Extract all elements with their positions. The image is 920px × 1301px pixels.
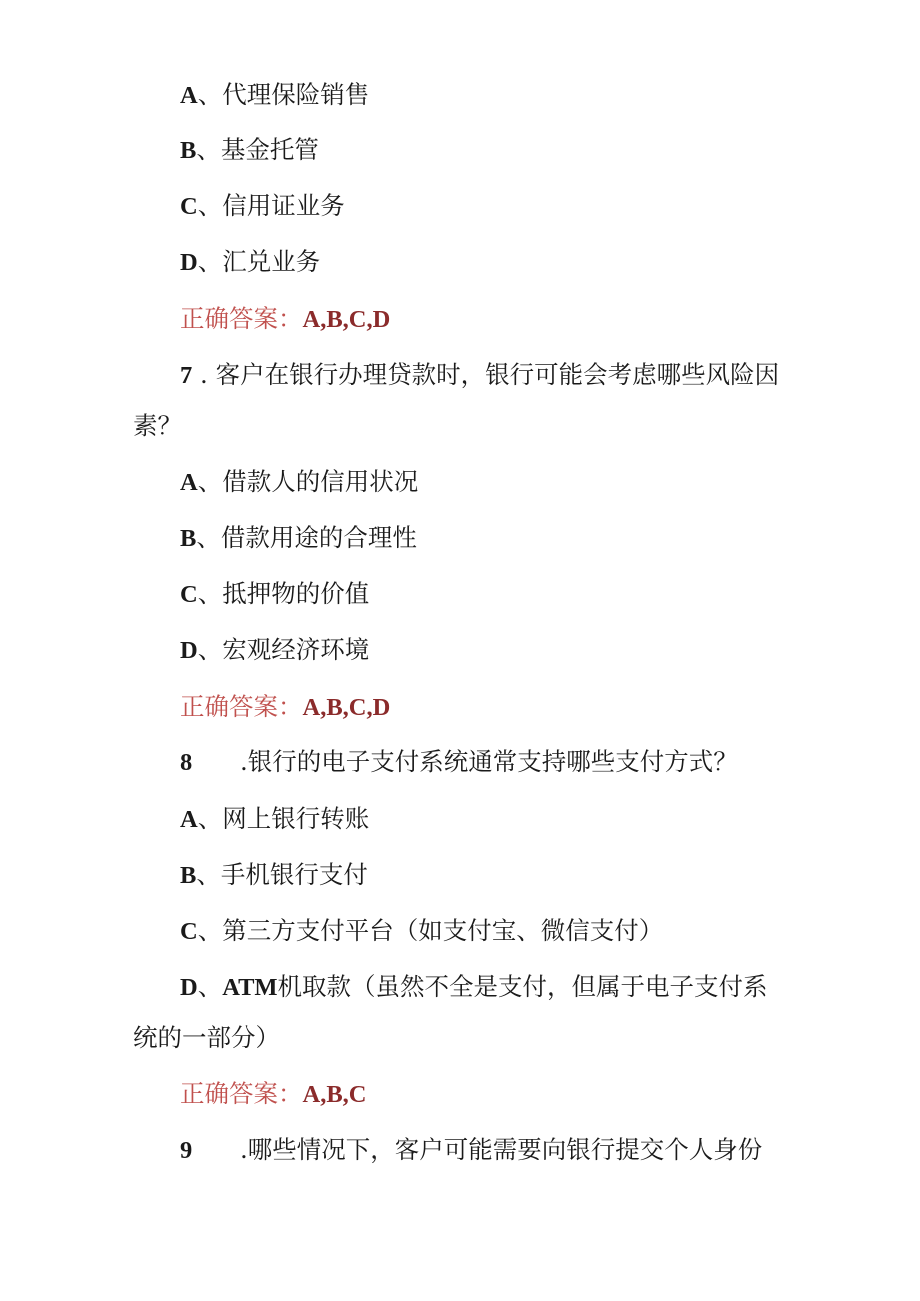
question-8-stem <box>180 746 192 779</box>
option-c <box>180 190 345 223</box>
answer-value: A,B,C <box>302 1081 367 1108</box>
question-9-text <box>240 1134 762 1166</box>
option-letter: D <box>180 249 198 276</box>
option-separator: 、 <box>197 972 223 1001</box>
option-text: 机取款（虽然不全是支付，但属于电子支付系 <box>277 972 768 1001</box>
option-letter: B <box>180 137 197 164</box>
option-separator: 、 <box>197 191 223 220</box>
option-text: 网上银行转账 <box>222 804 370 833</box>
option-a <box>180 466 418 499</box>
answer-value: A,B,C,D <box>302 306 391 333</box>
answer-line <box>180 1078 366 1111</box>
answer-label: 正确答案： <box>180 692 303 721</box>
question-9-stem <box>180 1134 192 1167</box>
option-a <box>180 803 369 836</box>
option-separator: 、 <box>196 135 221 164</box>
question-number: 7 <box>180 362 193 389</box>
option-separator: 、 <box>197 467 223 496</box>
option-text: 借款人的信用状况 <box>222 467 419 496</box>
option-letter: B <box>180 862 197 889</box>
option-text: 第三方支付平台（如支付宝、微信支付） <box>222 916 664 945</box>
option-separator: 、 <box>197 804 223 833</box>
option-b <box>180 134 319 167</box>
question-8-text <box>240 746 738 778</box>
question-number: 8 <box>180 749 193 776</box>
question-number: 9 <box>180 1137 193 1164</box>
option-text: 抵押物的价值 <box>222 579 370 608</box>
question-7-stem-continued <box>133 410 182 442</box>
option-a <box>180 79 369 112</box>
option-text: 借款用途的合理性 <box>220 523 417 552</box>
option-text: 手机银行支付 <box>220 860 368 889</box>
option-separator: 、 <box>196 860 221 889</box>
option-b <box>180 859 368 892</box>
option-separator: 、 <box>197 579 223 608</box>
option-separator: 、 <box>197 916 223 945</box>
option-letter: D <box>180 974 198 1001</box>
option-letter: C <box>180 581 198 608</box>
option-letter: B <box>180 525 197 552</box>
option-text-atm: ATM <box>222 974 278 1001</box>
option-separator: 、 <box>196 523 221 552</box>
option-text: 统的一部分） <box>133 1023 280 1052</box>
option-letter: D <box>180 637 198 664</box>
option-text: 信用证业务 <box>222 191 345 220</box>
option-separator: 、 <box>197 80 223 109</box>
option-text: 汇兑业务 <box>222 247 321 276</box>
option-letter: C <box>180 193 198 220</box>
option-letter: C <box>180 918 198 945</box>
answer-label: 正确答案： <box>180 1079 303 1108</box>
option-text: 基金托管 <box>220 135 319 164</box>
option-c <box>180 578 369 611</box>
answer-label: 正确答案： <box>180 304 303 333</box>
answer-line <box>180 303 390 336</box>
option-letter: A <box>180 82 198 109</box>
option-d <box>180 971 768 1004</box>
question-text: 素？ <box>133 411 182 440</box>
question-7-stem <box>180 359 779 392</box>
answer-value: A,B,C,D <box>302 694 391 721</box>
answer-line <box>180 691 390 724</box>
option-separator: 、 <box>197 635 223 664</box>
option-b <box>180 522 417 555</box>
question-text: .银行的电子支付系统通常支持哪些支付方式？ <box>240 747 738 776</box>
option-d <box>180 634 369 667</box>
question-text: . 客户在银行办理贷款时，银行可能会考虑哪些风险因 <box>192 360 780 389</box>
option-letter: A <box>180 469 198 496</box>
option-d <box>180 246 320 279</box>
option-text: 代理保险销售 <box>222 80 370 109</box>
option-letter: A <box>180 806 198 833</box>
question-text: .哪些情况下，客户可能需要向银行提交个人身份 <box>240 1135 763 1164</box>
option-d-continued <box>133 1022 280 1054</box>
option-text: 宏观经济环境 <box>222 635 370 664</box>
option-separator: 、 <box>197 247 223 276</box>
option-c <box>180 915 663 948</box>
